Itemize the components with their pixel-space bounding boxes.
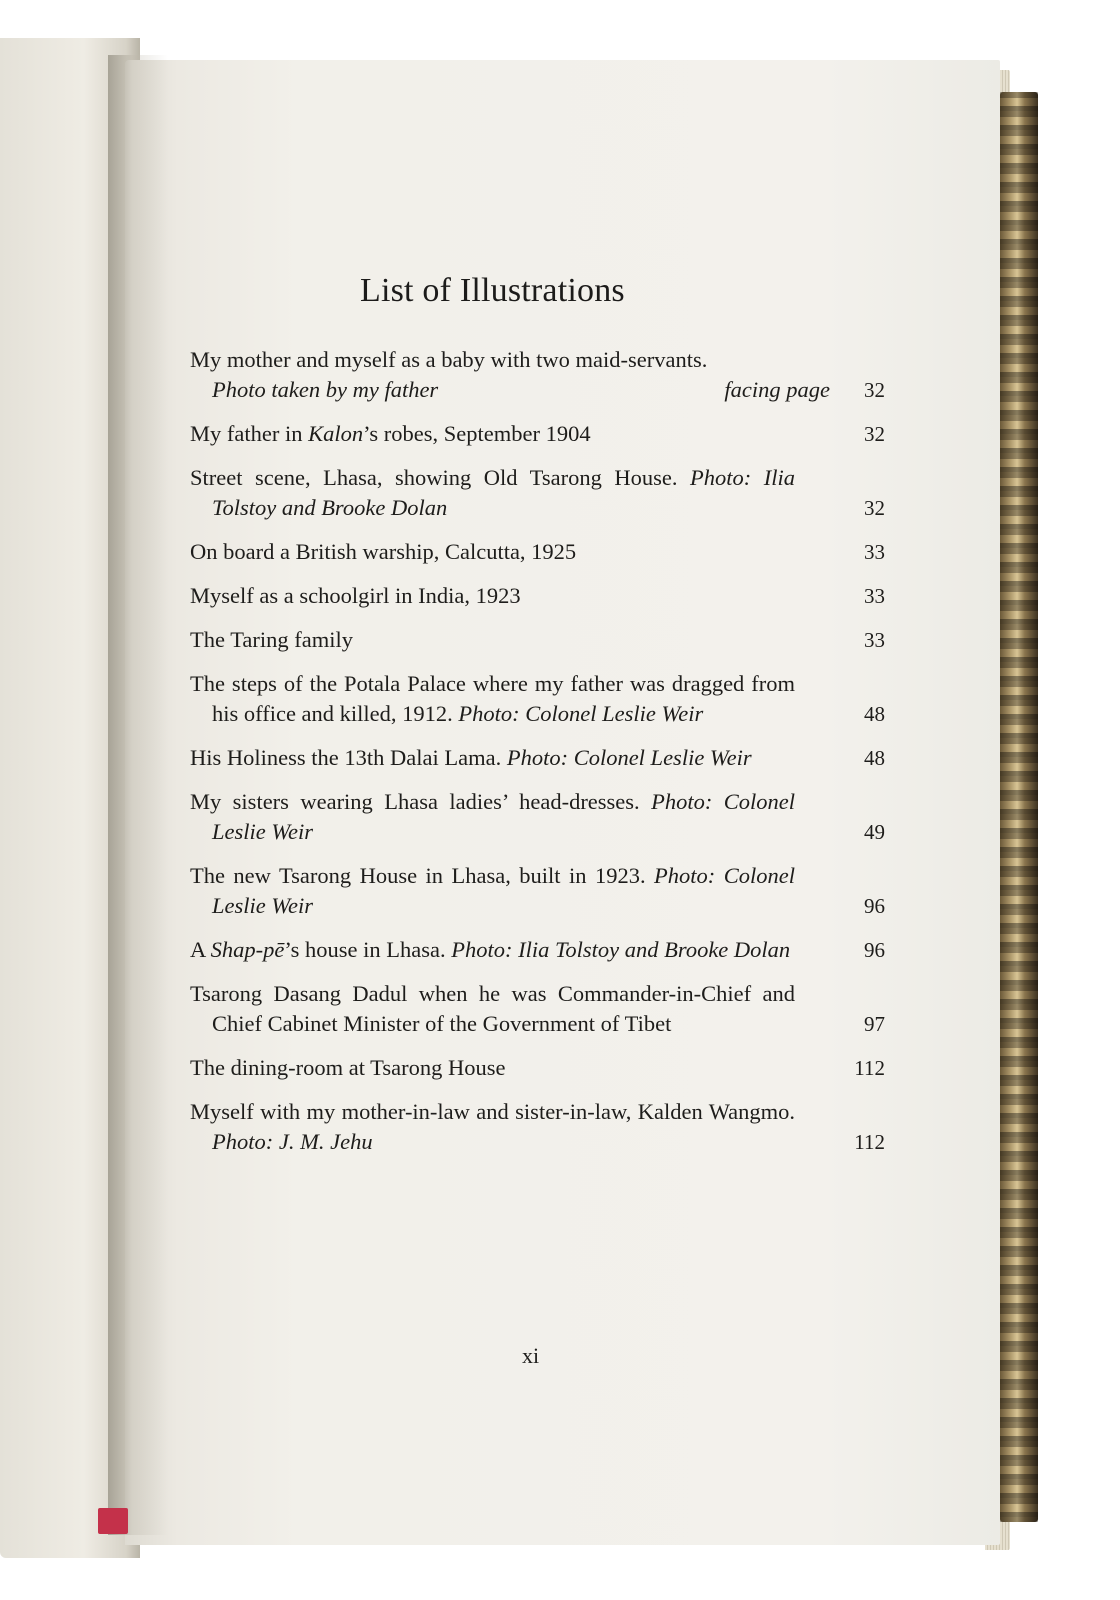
page-number: 32 [864,422,885,446]
entry-credit: Photo taken by my father [212,377,439,402]
entry-text: His Holiness the 13th Dalai Lama. [190,745,507,770]
page-number: 48 [864,746,885,770]
entry-text: The steps of the Potala Palace where my father was dragged from his office and killed, 1912. [190,671,795,726]
entry-text: A [190,937,211,962]
list-item [190,463,885,523]
entry-text: ’s house in Lhasa. [284,937,452,962]
entry-credit: Photo: Colonel Leslie Weir [506,745,752,770]
page-number: 112 [854,1056,885,1080]
entry-credit: Photo: Ilia Tolstoy and Brooke Dolan [212,465,796,520]
entry-credit: Photo: J. M. Jehu [212,1129,373,1154]
entry-text: Myself as a schoolgirl in India, 1923 [190,583,521,608]
page-number: 49 [864,820,885,844]
book-cover-edge [1000,92,1038,1522]
entry-text: The new Tsarong House in Lhasa, built in 1923. [190,863,655,888]
list-item [190,743,885,773]
entry-text: The Taring family [190,627,353,652]
entry-text: My mother and myself as a baby with two maid-servants. [190,347,708,372]
entry-italic: Shap-pē [210,937,285,962]
page-number: 32 [864,496,885,520]
facing-page-label: facing page [724,377,830,402]
entry-text: The dining-room at Tsarong House [190,1055,506,1080]
page-title: List of Illustrations [360,272,625,309]
entry-text: ’s robes, September 1904 [363,421,591,446]
entry-credit: Photo: Ilia Tolstoy and Brooke Dolan [451,937,791,962]
entry-credit: Photo: Colonel Leslie Weir [212,863,795,918]
entry-text: My father in [190,421,309,446]
list-item [190,345,885,405]
page-folio: xi [522,1343,540,1368]
list-item [190,1097,885,1157]
entry-text: On board a British warship, Calcutta, 1925 [190,539,577,564]
list-item [190,537,885,567]
page-number: 33 [864,540,885,564]
list-item [190,861,885,921]
list-item [190,419,885,449]
entry-credit: Photo: Colonel Leslie Weir [458,701,704,726]
list-item [190,1053,885,1083]
page-number: 33 [864,628,885,652]
list-item [190,669,885,729]
page-number: 32 [864,378,885,402]
entry-text: Myself with my mother-in-law and sister-in-law, Kalden Wangmo. [190,1099,795,1124]
list-item [190,979,885,1039]
entry-text: Street scene, Lhasa, showing Old Tsarong House. [190,465,690,490]
entry-text: My sisters wearing Lhasa ladies’ head-dresses. [190,789,652,814]
list-item [190,625,885,655]
page-number: 96 [864,894,885,918]
gutter-shadow [108,55,168,1535]
page-number: 112 [854,1130,885,1154]
page-number: 48 [864,702,885,726]
page-number: 97 [864,1012,885,1036]
bookmark-ribbon [98,1508,128,1534]
list-item [190,935,885,965]
list-item [190,581,885,611]
illustrations-list [190,345,885,1171]
entry-text: Tsarong Dasang Dadul when he was Commander-in-Chief and Chief Cabinet Minister of the Government of Tibet [190,981,795,1036]
entry-italic: Kalon [308,421,364,446]
entry-credit: Photo: Colonel Leslie Weir [212,789,795,844]
list-item [190,787,885,847]
page-number: 96 [864,938,885,962]
page-number: 33 [864,584,885,608]
